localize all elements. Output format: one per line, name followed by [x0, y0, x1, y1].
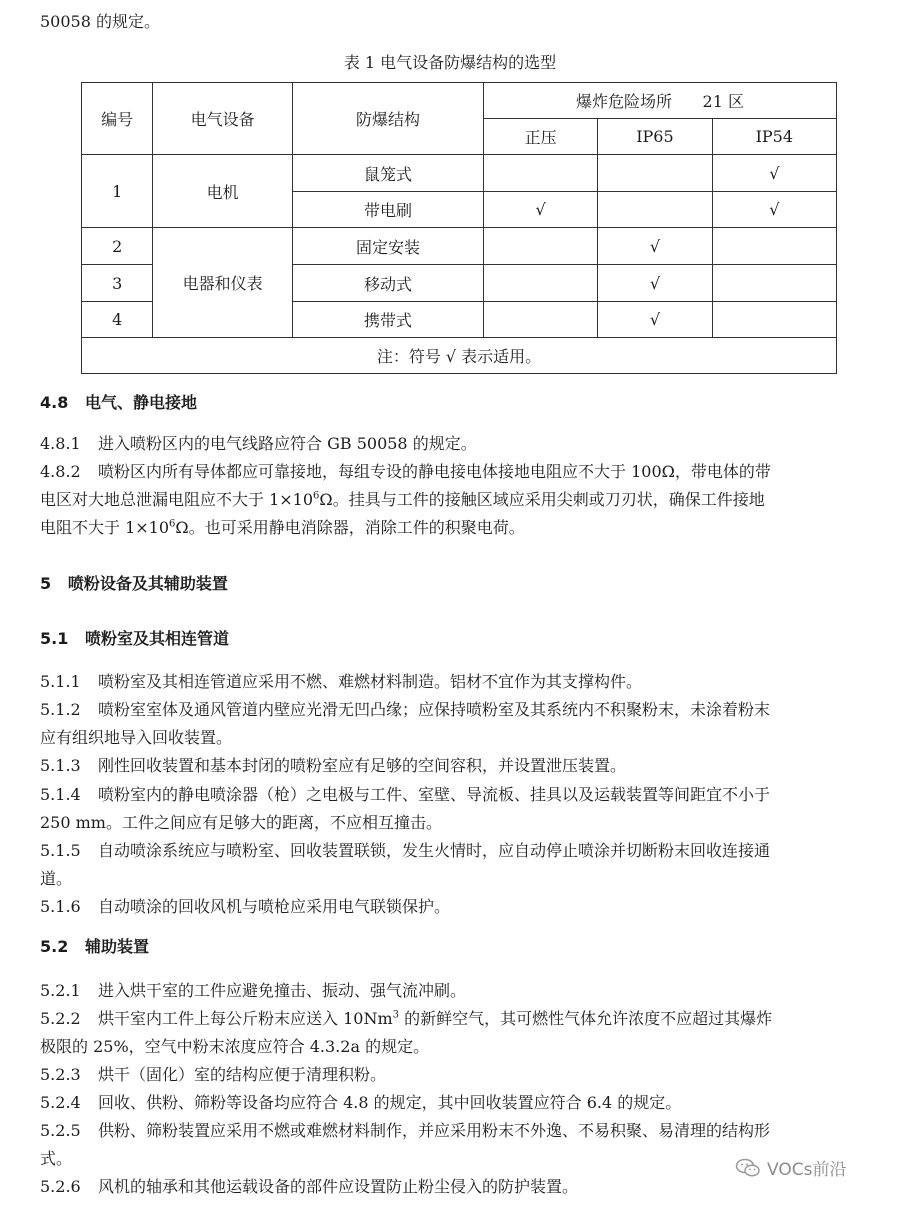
cell-mark: √ — [484, 192, 598, 228]
cell-structure: 鼠笼式 — [292, 155, 483, 192]
cell-mark — [712, 265, 836, 302]
clause-5-1-4: 5.1.4 喷粉室内的静电喷涂器（枪）之电极与工件、室壁、导流板、挂具以及运载装置等间距宜不小于 — [40, 785, 771, 804]
cell-structure: 固定安装 — [292, 228, 483, 265]
cell-no: 2 — [82, 228, 153, 265]
table-caption: 表 1 电气设备防爆结构的选型 — [343, 53, 557, 72]
cell-mark: √ — [712, 155, 836, 192]
cell-mark: √ — [598, 302, 712, 338]
section-5-1-heading: 5.1 喷粉室及其相连管道 — [40, 629, 230, 648]
cell-structure: 移动式 — [292, 265, 483, 302]
table-note: 注：符号 √ 表示适用。 — [82, 338, 837, 374]
section-4-8-heading: 4.8 电气、静电接地 — [40, 393, 198, 412]
section-5-heading: 5 喷粉设备及其辅助装置 — [40, 574, 228, 593]
cell-device: 电器和仪表 — [153, 228, 293, 338]
header-structure: 防爆结构 — [292, 83, 483, 155]
clause-5-1-5: 5.1.5 自动喷涂系统应与喷粉室、回收装置联锁，发生火情时，应自动停止喷涂并切断粉末回收连接通 — [40, 841, 771, 860]
cell-device: 电机 — [153, 155, 293, 228]
cell-mark: √ — [598, 228, 712, 265]
header-no: 编号 — [82, 83, 153, 155]
clause-4-8-1: 4.8.1 进入喷粉区内的电气线路应符合 GB 50058 的规定。 — [40, 434, 477, 453]
clause-5-1-2-line2: 应有组织地导入回收装置。 — [40, 728, 233, 747]
clause-4-8-2-line3: 电阻不大于 $1\times 10^6\Omega$。也可采用静电消除器，消除工件的积聚电荷。 — [40, 518, 525, 537]
clause-5-1-1: 5.1.1 喷粉室及其相连管道应采用不燃、难燃材料制造。铝材不宜作为其支撑构件。 — [40, 672, 643, 691]
header-device: 电气设备 — [153, 83, 293, 155]
header-ip65: IP65 — [598, 119, 712, 155]
cell-structure: 携带式 — [292, 302, 483, 338]
clause-5-1-2: 5.1.2 喷粉室室体及通风管道内壁应光滑无凹凸缘；应保持喷粉室及其系统内不积聚粉末，未涂着粉末 — [40, 700, 771, 719]
header-zone: 爆炸危险场所 21 区 — [484, 83, 837, 119]
cell-no: 1 — [82, 155, 153, 228]
clause-5-2-5-line2: 式。 — [40, 1149, 73, 1168]
section-5-2-heading: 5.2 辅助装置 — [40, 937, 150, 956]
cell-mark: √ — [598, 265, 712, 302]
cell-mark — [712, 302, 836, 338]
cell-mark — [484, 155, 598, 192]
clause-5-2-2: 5.2.2 烘干室内工件上每公斤粉末应送入 10Nm$^3$ 的新鲜空气，其可燃性气体允许浓度不应超过其爆炸 — [40, 1009, 773, 1028]
clause-4-8-2: 4.8.2 喷粉区内所有导体都应可靠接地，每组专设的静电接电体接地电阻应不大于 100Ω，带电体的带 — [40, 462, 771, 481]
clause-5-2-1: 5.2.1 进入烘干室的工件应避免撞击、振动、强气流冲刷。 — [40, 981, 467, 1000]
clause-5-1-4-line2: 250 mm。工件之间应有足够大的距离，不应相互撞击。 — [40, 813, 442, 832]
cell-mark — [598, 155, 712, 192]
cell-mark — [484, 302, 598, 338]
intro-tail: 50058 的规定。 — [40, 12, 160, 31]
spec-table — [81, 82, 837, 374]
cell-mark: √ — [712, 192, 836, 228]
clause-5-2-3: 5.2.3 烘干（固化）室的结构应便于清理积粉。 — [40, 1065, 387, 1084]
clause-5-2-2-line2: 极限的 25%，空气中粉末浓度应符合 4.3.2a 的规定。 — [40, 1037, 430, 1056]
header-ip54: IP54 — [712, 119, 836, 155]
cell-mark — [484, 228, 598, 265]
cell-mark — [598, 192, 712, 228]
clause-5-1-6: 5.1.6 自动喷涂的回收风机与喷枪应采用电气联锁保护。 — [40, 897, 451, 916]
watermark — [735, 1155, 846, 1180]
cell-mark — [712, 228, 836, 265]
clause-5-2-5: 5.2.5 供粉、筛粉装置应采用不燃或难燃材料制作，并应采用粉末不外逸、不易积聚、易清理的结构形 — [40, 1121, 771, 1140]
cell-no: 3 — [82, 265, 153, 302]
header-positive-pressure: 正压 — [484, 119, 598, 155]
table-row — [82, 228, 837, 265]
cell-no: 4 — [82, 302, 153, 338]
watermark-text: VOCs前沿 — [767, 1160, 847, 1180]
clause-5-2-6: 5.2.6 风机的轴承和其他运载设备的部件应设置防止粉尘侵入的防护装置。 — [40, 1177, 579, 1196]
wechat-icon — [735, 1158, 761, 1178]
clause-5-1-3: 5.1.3 刚性回收装置和基本封闭的喷粉室应有足够的空间容积，并设置泄压装置。 — [40, 756, 627, 775]
cell-structure: 带电刷 — [292, 192, 483, 228]
clause-4-8-2-line2: 电区对大地总泄漏电阻应不大于 $1\times 10^6\Omega$。挂具与工件的接触区域应采用尖刺或刀刃状，确保工件接地 — [40, 490, 765, 509]
table-row — [82, 155, 837, 192]
clause-5-2-4: 5.2.4 回收、供粉、筛粉等设备均应符合 4.8 的规定，其中回收装置应符合 6.4 的规定。 — [40, 1093, 682, 1112]
cell-mark — [484, 265, 598, 302]
clause-5-1-5-line2: 道。 — [40, 869, 73, 888]
